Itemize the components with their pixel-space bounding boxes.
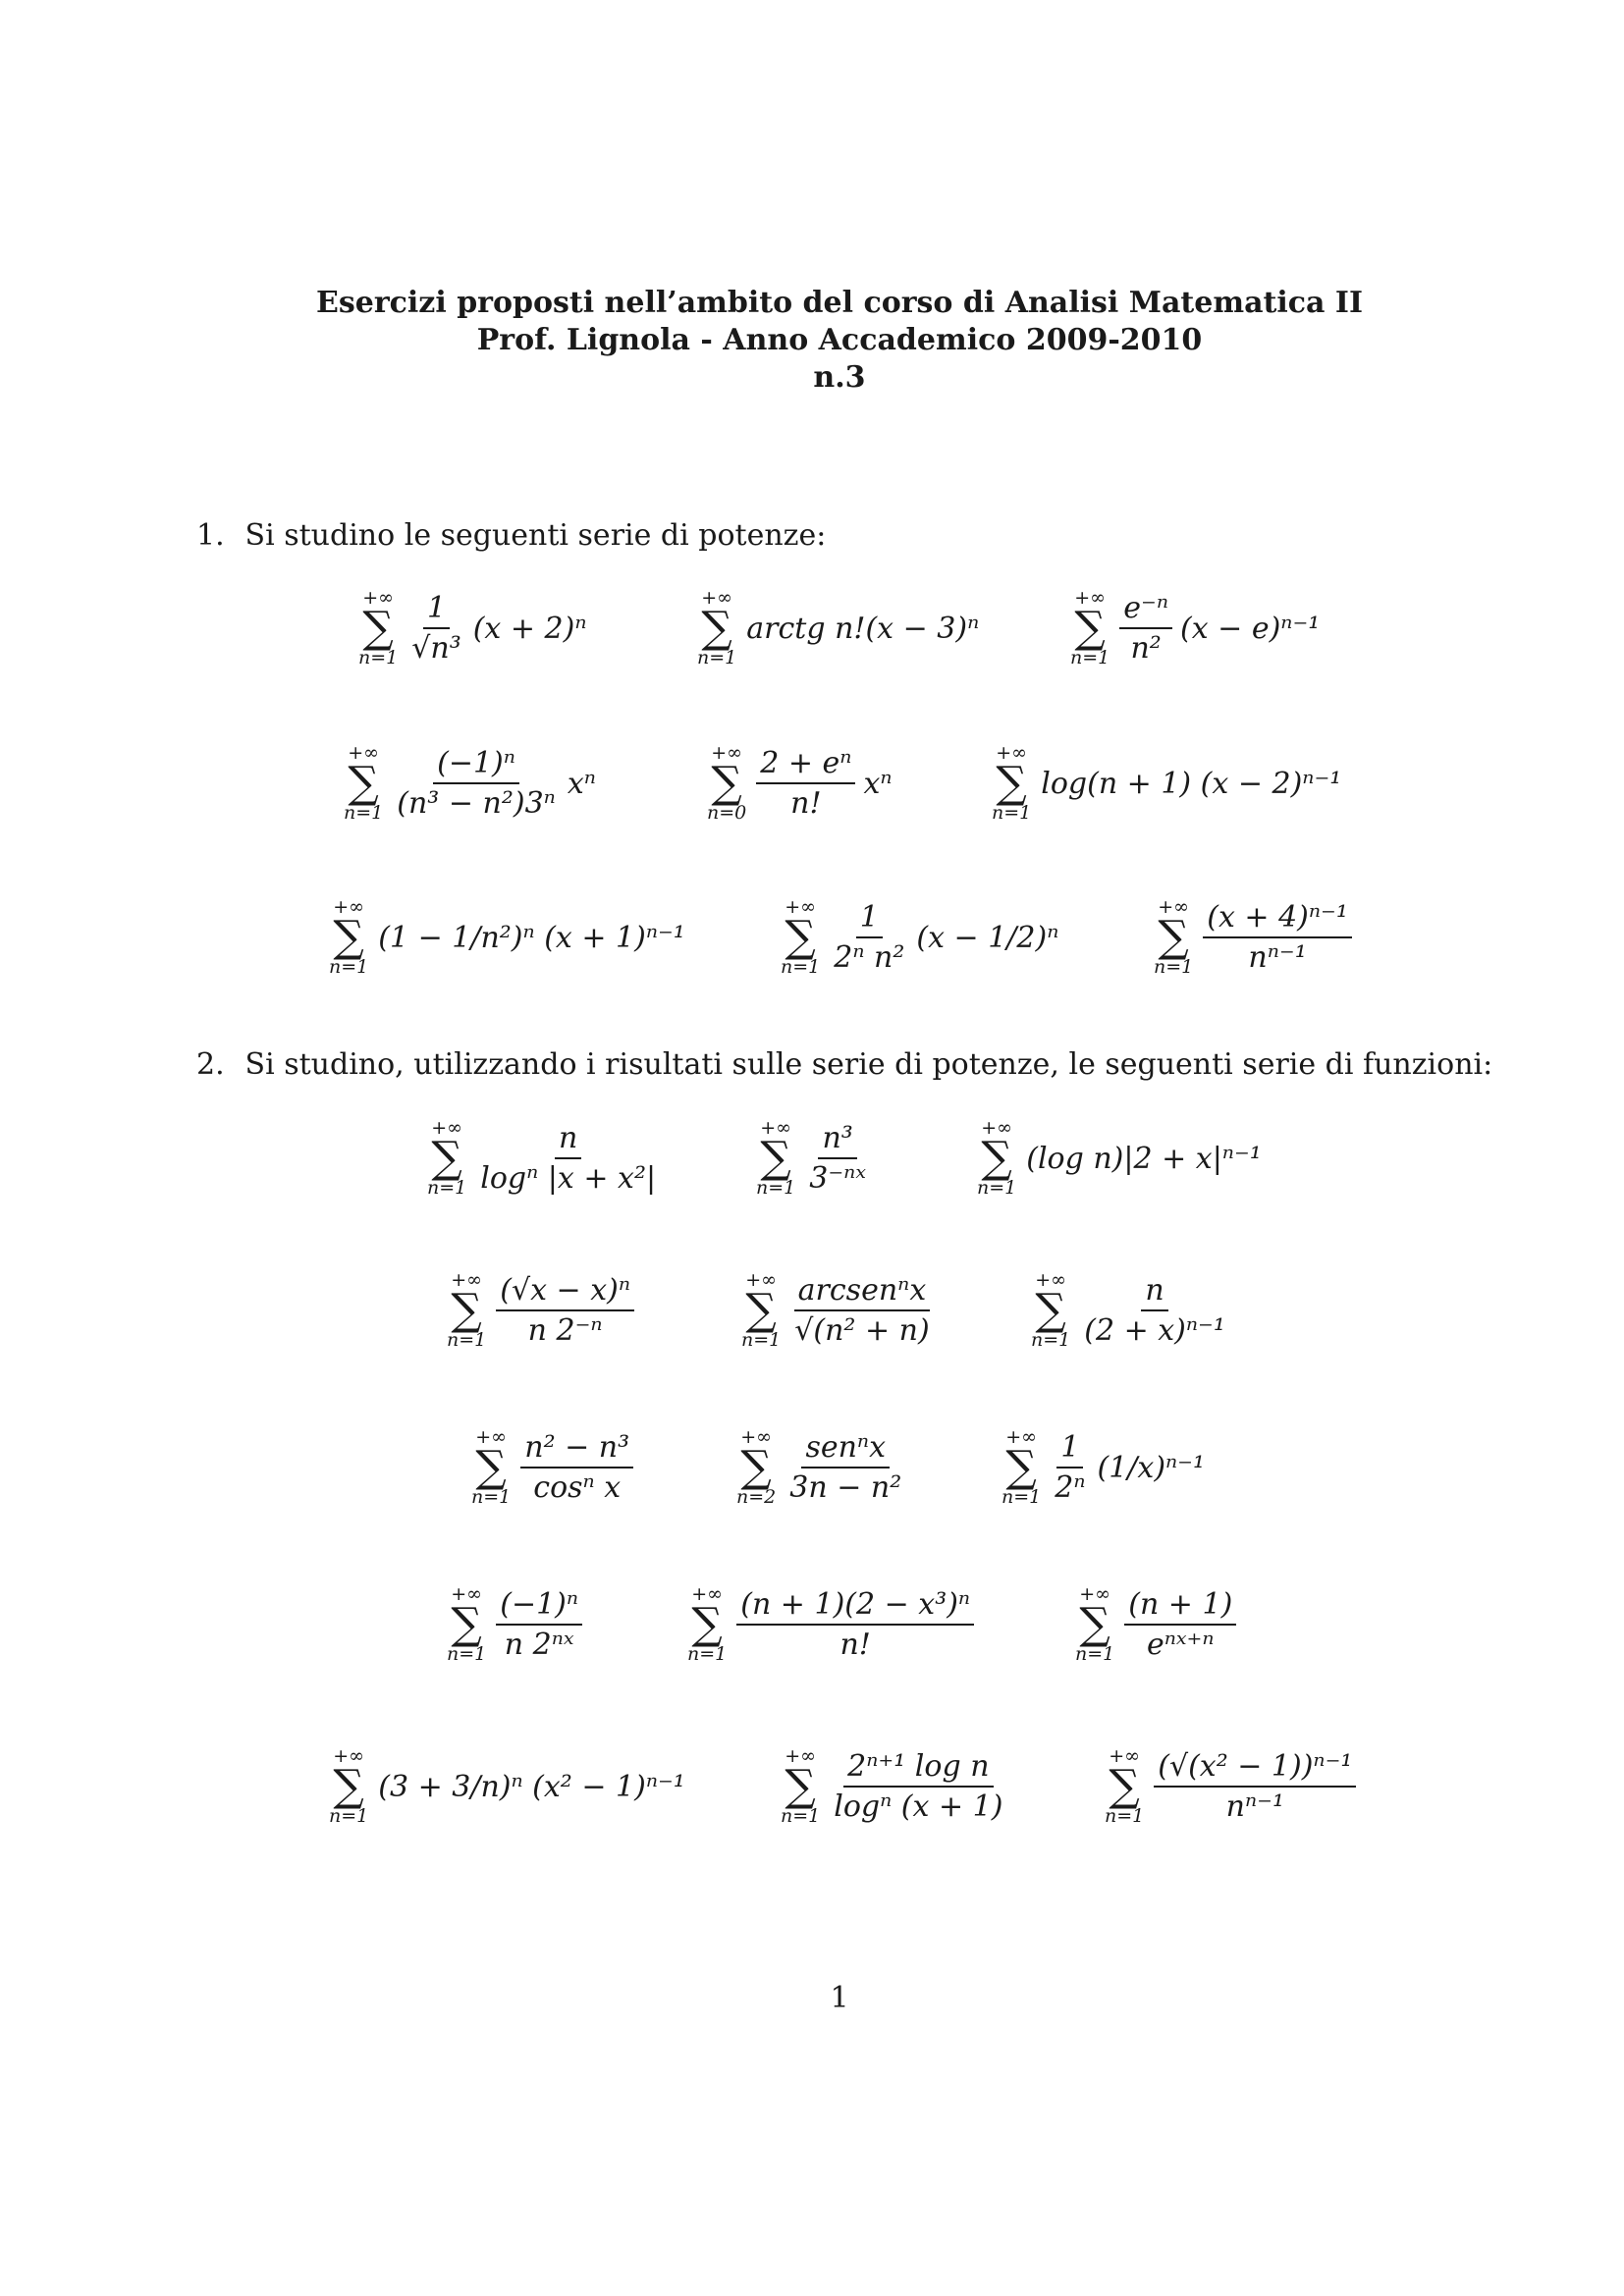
summation-upper-limit: +∞ [785,896,816,918]
fraction-denominator: logⁿ (x + 1) [834,1789,1003,1824]
summation-symbol [707,744,746,823]
fraction-denominator: n 2⁻ⁿ [527,1313,603,1348]
series-term-fraction [830,1749,1006,1824]
fraction-denominator: 2ⁿ n² [834,940,905,975]
fraction-numerator: n² − n³ [520,1430,633,1468]
summation-symbol [977,1119,1016,1198]
fraction-denominator: 3⁻ⁿˣ [809,1161,866,1196]
series-formula [1031,1271,1233,1350]
series-formula [344,744,596,823]
summation-symbol [447,1585,486,1664]
series-formula [427,1119,664,1198]
sigma-glyph: ∑ [760,1133,791,1183]
series-term-fraction [785,1430,905,1505]
series-term-factor: (x − e)ⁿ⁻¹ [1180,611,1321,646]
summation-lower-limit: n=1 [741,1329,782,1351]
sigma-glyph: ∑ [981,1133,1012,1183]
summation-symbol [1001,1428,1041,1507]
sigma-glyph: ∑ [431,1133,462,1183]
series-term-fraction [393,746,560,821]
summation-lower-limit: n=1 [358,647,399,668]
series-formula [1075,1585,1240,1664]
summation-symbol [1070,589,1110,667]
fraction-denominator: nⁿ⁻¹ [1225,1789,1285,1824]
summation-upper-limit: +∞ [451,1583,482,1605]
summation-upper-limit: +∞ [333,1745,364,1767]
summation-lower-limit: n=1 [471,1486,512,1508]
series-term-fraction [496,1273,634,1348]
summation-lower-limit: n=1 [781,956,821,978]
summation-lower-limit: n=1 [344,802,384,824]
summation-upper-limit: +∞ [348,742,379,764]
series-term-fraction [1119,591,1172,666]
series-term-factor: arctg n!(x − 3)ⁿ [746,611,980,646]
series-term-factor: xⁿ [863,766,893,801]
series-formula [756,1119,874,1198]
summation-upper-limit: +∞ [1035,1269,1066,1291]
sigma-glyph: ∑ [785,912,816,962]
fraction-denominator: logⁿ |x + x²| [480,1161,657,1196]
sigma-glyph: ∑ [740,1442,772,1492]
series-formula [1105,1747,1360,1826]
series-formula [687,1585,978,1664]
summation-upper-limit: +∞ [1074,587,1106,609]
series-term-fraction [830,900,908,975]
fraction-denominator: (n³ − n²)3ⁿ [397,786,556,821]
fraction-denominator: cosⁿ x [533,1470,622,1505]
summation-upper-limit: +∞ [981,1117,1012,1139]
sigma-glyph: ∑ [711,758,742,808]
summation-lower-limit: n=1 [1154,956,1194,978]
summation-upper-limit: +∞ [1079,1583,1110,1605]
series-term-fraction [520,1430,633,1505]
summation-upper-limit: +∞ [785,1745,816,1767]
exercise-1-text: Si studino le seguenti serie di potenze: [244,518,827,553]
series-term-factor: (x − 1/2)ⁿ [916,920,1059,955]
summation-lower-limit: n=1 [427,1177,467,1199]
series-term-fraction [1080,1273,1229,1348]
fraction-numerator: n [555,1121,581,1159]
series-term-fraction [790,1273,933,1348]
summation-lower-limit: n=1 [697,647,737,668]
sigma-glyph: ∑ [701,603,732,653]
summation-symbol [329,898,368,977]
fraction-numerator: e⁻ⁿ [1119,591,1172,629]
summation-symbol [741,1271,781,1350]
series-formula [707,744,893,823]
sigma-glyph: ∑ [1158,912,1189,962]
series-formula [329,1747,685,1826]
professor-year: Prof. Lignola - Anno Accademico 2009-2010 [476,323,1203,357]
series-formula [1001,1428,1205,1507]
sigma-glyph: ∑ [333,912,364,962]
series-formula [992,744,1341,823]
document-header [0,285,1624,397]
summation-symbol [447,1271,486,1350]
series-term-fraction [756,746,855,821]
summation-lower-limit: n=1 [1031,1329,1071,1351]
page-number: 1 [830,1981,849,2015]
fraction-numerator: (n + 1) [1124,1587,1236,1626]
series-term-fraction [1154,1749,1356,1824]
series-term-factor: (1 − 1/n²)ⁿ (x + 1)ⁿ⁻¹ [378,920,685,955]
series-formula [736,1428,909,1507]
summation-symbol [471,1428,511,1507]
fraction-denominator: (2 + x)ⁿ⁻¹ [1084,1313,1225,1348]
series-formula [447,1271,638,1350]
summation-lower-limit: n=0 [707,802,747,824]
series-term-fraction [805,1121,870,1196]
summation-symbol [756,1119,795,1198]
series-formula [1154,898,1356,977]
summation-lower-limit: n=1 [447,1329,487,1351]
summation-upper-limit: +∞ [362,587,394,609]
sigma-glyph: ∑ [451,1599,482,1649]
summation-lower-limit: n=1 [756,1177,796,1199]
summation-upper-limit: +∞ [1109,1745,1140,1767]
series-term-factor: (x + 2)ⁿ [472,611,587,646]
summation-symbol [781,898,820,977]
sheet-number: n.3 [813,360,866,395]
series-term-factor: (1/x)ⁿ⁻¹ [1097,1450,1206,1485]
summation-symbol [781,1747,820,1826]
course-title: Esercizi proposti nell’ambito del corso di Analisi Matematica II [316,286,1363,320]
series-term-factor: xⁿ [567,766,596,801]
fraction-numerator: 1 [1056,1430,1083,1468]
fraction-numerator: (−1)ⁿ [496,1587,582,1626]
summation-lower-limit: n=1 [1070,647,1110,668]
sigma-glyph: ∑ [1074,603,1106,653]
summation-upper-limit: +∞ [740,1426,772,1448]
summation-lower-limit: n=1 [781,1805,821,1827]
fraction-denominator: n! [790,786,822,821]
series-formula [471,1428,637,1507]
summation-upper-limit: +∞ [1005,1426,1037,1448]
fraction-numerator: senⁿx [801,1430,890,1468]
series-formula [781,1747,1010,1826]
fraction-denominator: n² [1130,631,1162,666]
sigma-glyph: ∑ [1035,1285,1066,1335]
summation-upper-limit: +∞ [691,1583,723,1605]
series-term-fraction [1051,1430,1089,1505]
summation-symbol [344,744,383,823]
summation-symbol [1031,1271,1070,1350]
fraction-denominator: eⁿˣ⁺ⁿ [1146,1628,1215,1662]
series-formula [329,898,685,977]
fraction-denominator: n! [839,1628,871,1662]
sigma-glyph: ∑ [1079,1599,1110,1649]
summation-upper-limit: +∞ [475,1426,507,1448]
summation-lower-limit: n=1 [329,956,369,978]
fraction-denominator: nⁿ⁻¹ [1248,940,1307,975]
fraction-numerator: 2ⁿ⁺¹ log n [843,1749,993,1788]
fraction-denominator: 2ⁿ [1055,1470,1086,1505]
summation-symbol [1075,1585,1114,1664]
fraction-numerator: (√(x² − 1))ⁿ⁻¹ [1154,1749,1356,1788]
sigma-glyph: ∑ [362,603,394,653]
fraction-denominator: √(n² + n) [794,1313,930,1348]
summation-upper-limit: +∞ [1158,896,1189,918]
summation-lower-limit: n=1 [1075,1643,1115,1665]
summation-upper-limit: +∞ [431,1117,462,1139]
fraction-numerator: (n + 1)(2 − x³)ⁿ [736,1587,974,1626]
sigma-glyph: ∑ [1109,1761,1140,1811]
series-term-fraction [407,591,464,666]
exercise-1-number: 1. [196,518,225,553]
sigma-glyph: ∑ [785,1761,816,1811]
sigma-glyph: ∑ [996,758,1027,808]
summation-lower-limit: n=1 [1105,1805,1145,1827]
summation-symbol [1105,1747,1144,1826]
summation-upper-limit: +∞ [745,1269,777,1291]
summation-lower-limit: n=1 [447,1643,487,1665]
summation-lower-limit: n=1 [1001,1486,1042,1508]
fraction-numerator: 1 [423,591,450,629]
series-term-fraction [736,1587,974,1662]
exercise-2-instruction [196,1047,1492,1082]
summation-symbol [358,589,398,667]
series-term-fraction [476,1121,660,1196]
exercise-2-number: 2. [196,1047,225,1082]
summation-upper-limit: +∞ [760,1117,791,1139]
summation-lower-limit: n=2 [736,1486,777,1508]
summation-symbol [427,1119,466,1198]
fraction-numerator: arcsenⁿx [794,1273,931,1311]
summation-upper-limit: +∞ [701,587,732,609]
sigma-glyph: ∑ [1005,1442,1037,1492]
fraction-numerator: (√x − x)ⁿ [496,1273,634,1311]
fraction-numerator: (−1)ⁿ [433,746,519,784]
fraction-denominator: √n³ [411,631,461,666]
series-formula [741,1271,938,1350]
fraction-numerator: 2 + eⁿ [756,746,855,784]
summation-lower-limit: n=1 [687,1643,728,1665]
series-formula [358,589,587,667]
summation-lower-limit: n=1 [329,1805,369,1827]
series-formula [1070,589,1320,667]
fraction-numerator: n [1141,1273,1167,1311]
summation-symbol [697,589,736,667]
series-term-fraction [496,1587,582,1662]
fraction-denominator: 3n − n² [789,1470,902,1505]
sigma-glyph: ∑ [691,1599,723,1649]
sigma-glyph: ∑ [745,1285,777,1335]
sigma-glyph: ∑ [348,758,379,808]
fraction-numerator: n³ [818,1121,856,1159]
sigma-glyph: ∑ [333,1761,364,1811]
fraction-denominator: n 2ⁿˣ [504,1628,574,1662]
series-term-factor: (3 + 3/n)ⁿ (x² − 1)ⁿ⁻¹ [378,1769,685,1804]
series-formula [781,898,1058,977]
summation-lower-limit: n=1 [977,1177,1017,1199]
summation-upper-limit: +∞ [711,742,742,764]
series-term-factor: log(n + 1) (x − 2)ⁿ⁻¹ [1041,766,1342,801]
series-term-factor: (log n)|2 + x|ⁿ⁻¹ [1026,1141,1262,1176]
sigma-glyph: ∑ [451,1285,482,1335]
summation-symbol [736,1428,776,1507]
summation-symbol [329,1747,368,1826]
summation-symbol [992,744,1031,823]
fraction-numerator: 1 [856,900,883,938]
fraction-numerator: (x + 4)ⁿ⁻¹ [1203,900,1352,938]
summation-lower-limit: n=1 [992,802,1032,824]
summation-upper-limit: +∞ [996,742,1027,764]
summation-upper-limit: +∞ [333,896,364,918]
summation-symbol [687,1585,727,1664]
series-formula [977,1119,1262,1198]
sigma-glyph: ∑ [475,1442,507,1492]
series-formula [447,1585,586,1664]
exercise-1-instruction [196,518,826,553]
series-term-fraction [1124,1587,1236,1662]
exercise-2-text: Si studino, utilizzando i risultati sulle serie di potenze, le seguenti serie di funzioni: [244,1047,1493,1082]
summation-symbol [1154,898,1193,977]
series-term-fraction [1203,900,1352,975]
summation-upper-limit: +∞ [451,1269,482,1291]
series-formula [697,589,979,667]
